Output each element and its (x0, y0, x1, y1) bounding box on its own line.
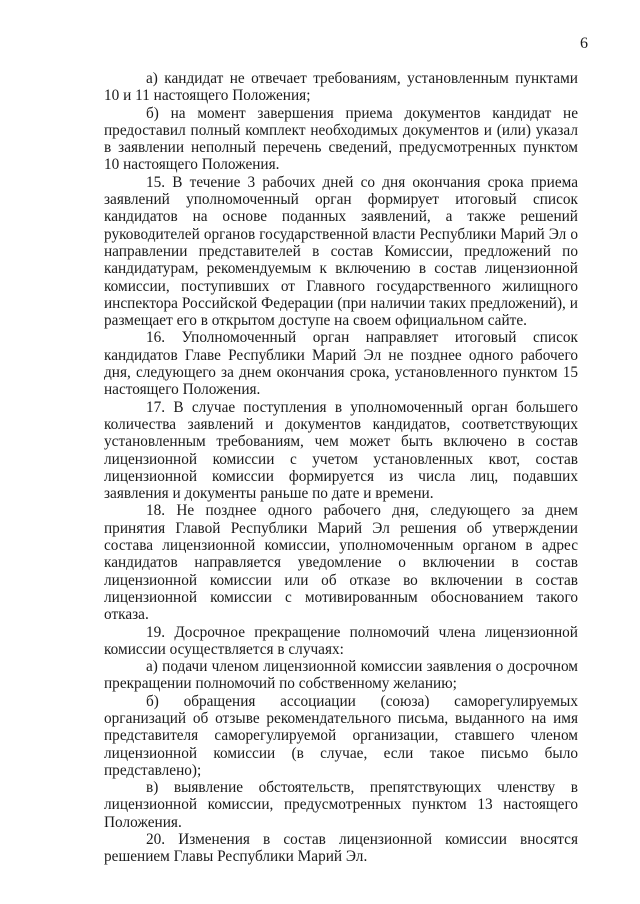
clause-19-v: в) выявление обстоятельств, препятствующих членству в лицензионной комиссии, предусмотренных пунктом 13 настоящего Положения. (104, 779, 578, 831)
document-body (104, 70, 578, 866)
paragraph-18: 18. Не позднее одного рабочего дня, следующего за днем принятия Главой Республики Марий Эл решения об утверждении состава лицензионной комиссии, уполномоченным органом в адрес кандидатов направляется уведомление о включении в состав лицензионной комиссии или об отказе во включении в состав лицензионной комиссии с мотивированным обоснованием такого отказа. (104, 502, 578, 624)
clause-19-b: б) обращения ассоциации (союза) саморегулируемых организаций об отзыве рекомендательного письма, выданного на имя представителя саморегулируемой организации, ставшего членом лицензионной комиссии (в случае, если такое письмо было представлено); (104, 692, 578, 779)
paragraph-16: 16. Уполномоченный орган направляет итоговый список кандидатов Главе Республики Марий Эл не позднее одного рабочего дня, следующего за днем окончания срока, установленного пунктом 15 настоящего Положения. (104, 329, 578, 399)
paragraph-19: 19. Досрочное прекращение полномочий члена лицензионной комиссии осуществляется в случаях: (104, 623, 578, 658)
clause-19-a: а) подачи членом лицензионной комиссии заявления о досрочном прекращении полномочий по собственному желанию; (104, 658, 578, 693)
paragraph-20: 20. Изменения в состав лицензионной комиссии вносятся решением Главы Республики Марий Эл. (104, 831, 578, 866)
paragraph-15: 15. В течение 3 рабочих дней со дня окончания срока приема заявлений уполномоченный орган формирует итоговый список кандидатов на основе поданных заявлений, а также решений руководителей органов государственной власти Республики Марий Эл о направлении представителей в состав Комиссии, предложений по кандидатурам, рекомендуемым к включению в состав лицензионной комиссии, поступивших от Главного государственного жилищного инспектора Российской Федерации (при наличии таких предложений), и размещает его в открытом доступе на своем официальном сайте. (104, 173, 578, 330)
clause-a-requirements: а) кандидат не отвечает требованиям, установленным пунктами 10 и 11 настоящего Положения; (104, 70, 578, 105)
paragraph-17: 17. В случае поступления в уполномоченный орган большего количества заявлений и документов кандидатов, соответствующих установленным требованиям, чем может быть включено в состав лицензионной комиссии с учетом установленных квот, состав лицензионной комиссии формируется из числа лиц, подавших заявления и документы раньше по дате и времени. (104, 398, 578, 503)
clause-b-incomplete-documents: б) на момент завершения приема документов кандидат не предоставил полный комплект необходимых документов и (или) указал в заявлении неполный перечень сведений, предусмотренных пунктом 10 настоящего Положения. (104, 104, 578, 174)
page-number: 6 (580, 35, 588, 52)
